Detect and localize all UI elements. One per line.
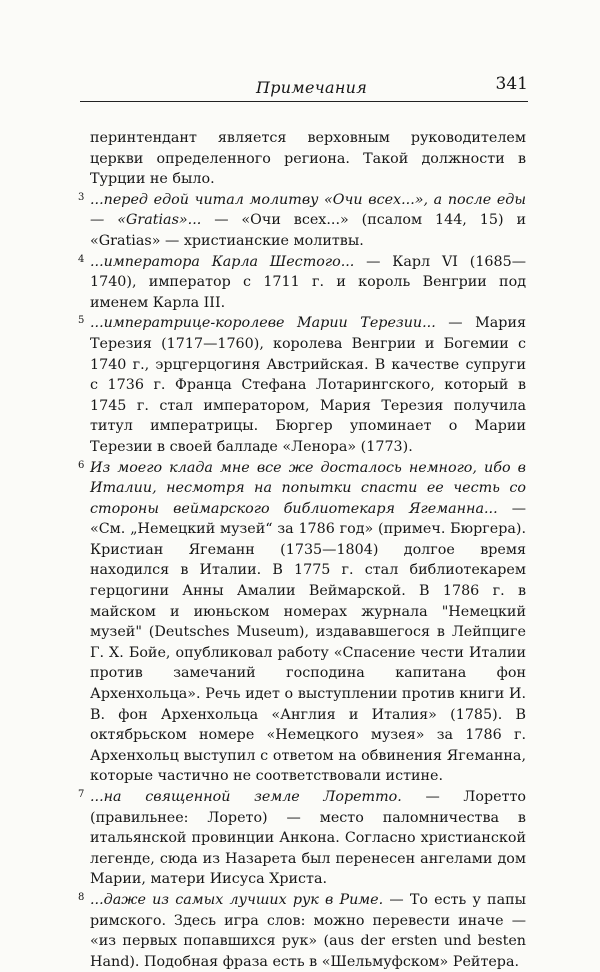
note-text: — Мария Терезия (1717—1760), королева Венгрии и Богемии с 1740 г., эрцгерцогиня Австрийская. В качестве супруги с 1736 г. Франца Стефана Лотарингского, который в 1745 г. стал императором, Мария Терезия получила титул императрицы. Бюргер упоминает о Марии Терезии в своей балладе «Ленора» (1773). — [90, 315, 526, 455]
note-lemma: ...даже из самых лучших рук в Риме. — [90, 891, 384, 908]
note-text: — Карл VI (1685—1740), император с 1711 г. и король Венгрии под именем Карла III. — [90, 253, 527, 311]
note-number: 6 — [78, 459, 85, 471]
note-lemma: ...на священной земле Лоретто. — [90, 789, 402, 805]
continuation-paragraph: перинтендант является верховным руководителем церкви определенного региона. Такой должности в Турции не было. — [90, 130, 526, 188]
note-6 — [78, 458, 527, 788]
page-number: 341 — [495, 74, 528, 94]
running-title: Примечания — [256, 78, 368, 97]
note-7 — [78, 787, 526, 890]
note-3 — [78, 190, 526, 252]
note-lemma: Из моего клада мне все же досталось немного, ибо в Италии, несмотря на попытки спасти ее честь со стороны веймарского библиотекаря Ягеманна... — [90, 459, 526, 517]
note-text: — Лоретто (правильнее: Лорето) — место паломничества в итальянской провинции Анкона. Согласно христианской легенде, сюда из Назарета был перенесен ангелами дом Марии, матери Иисуса Христа. — [90, 789, 526, 888]
note-text: — «См. „Немецкий музей“ за 1786 год» (примеч. Бюргера). Кристиан Ягеманн (1735—1804) долгое время находился в Италии. В 1775 г. стал библиотекарем герцогини Анны Амалии Веймарской. В 1786 г. в майском и июньском номерах журнала "Немецкий музей" (Deutsches Museum), издававшегося в Лейпциге Г. Х. Бойе, опубликовал работу «Спасение чести Италии против замечаний господина капитана фон Архенхольца». Речь идет о выступлении против книги И. В. фон Архенхольца «Англия и Италия» (1785). В октябрьском номере «Немецкого музея» за 1786 г. Архенхольц выступил с ответом на обвинения Ягеманна, которые частично не соответствовали истине. — [90, 500, 527, 785]
note-number: 5 — [78, 315, 85, 327]
note-number: 3 — [78, 191, 85, 203]
note-8 — [78, 890, 527, 972]
note-number: 8 — [78, 891, 85, 903]
note-lemma: ...перед едой читал молитву «Очи всех...», а после еды — «Gratias»... — [90, 191, 526, 229]
note-lemma: ...императора Карла Шестого... — [90, 253, 355, 270]
note-4 — [78, 252, 527, 314]
note-number: 4 — [78, 253, 85, 265]
note-5 — [78, 313, 526, 457]
note-lemma: ...императрице-королеве Марии Терезии... — [90, 315, 436, 332]
header-rule — [80, 101, 528, 102]
running-header — [80, 70, 528, 100]
notes-body — [78, 128, 527, 972]
note-number: 7 — [78, 789, 85, 800]
note-text: — «Очи всех...» (псалом 144, 15) и «Gratias» — христианские молитвы. — [90, 212, 526, 249]
note-text: — То есть у папы римского. Здесь игра слов: можно перевести иначе — «из первых попавшихся рук» (aus der ersten und besten Hand). Подобная фраза есть в «Шельмуфском» Рейтера. — [90, 891, 527, 970]
